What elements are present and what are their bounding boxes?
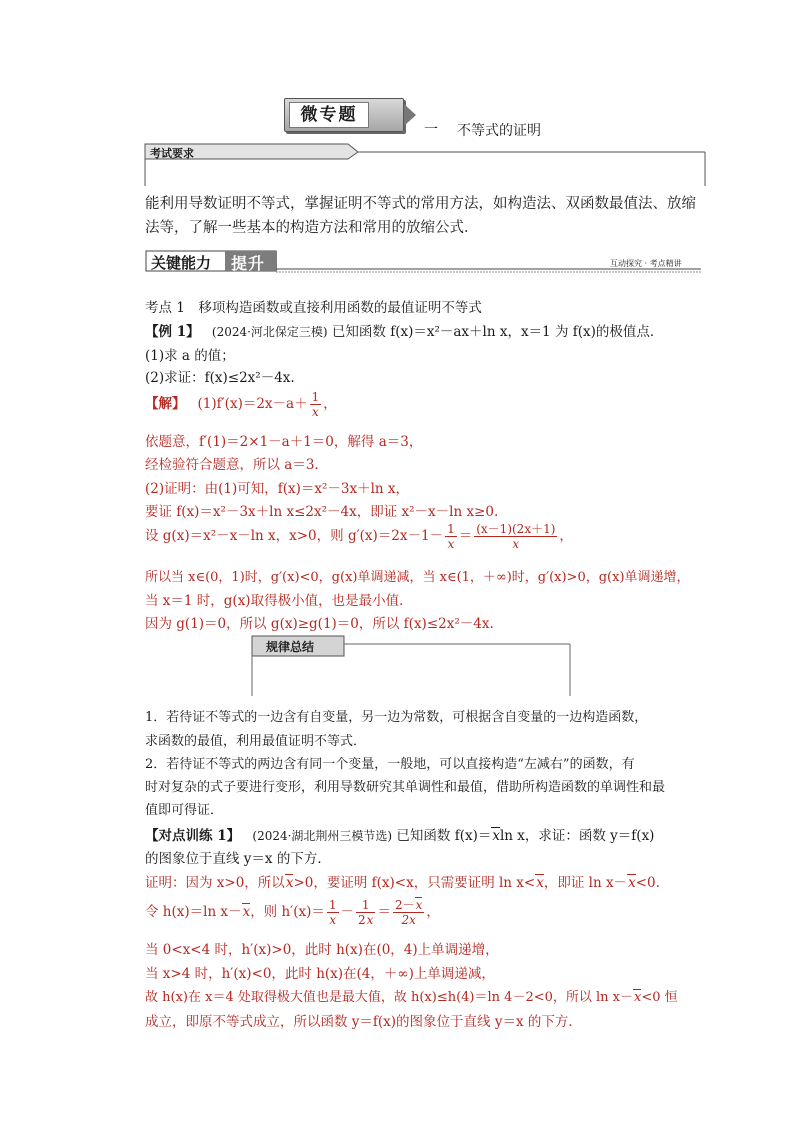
training-line-2: 令 h(x)＝ln x－x，则 h′(x)＝ $\frac{1}{x}$ － $\frac{1}{2x}$ ＝ $\frac{2-x}{2x}$ ， [145, 898, 440, 927]
section-title: 关键能力 [151, 254, 212, 272]
fraction-1-over-x-c: $\frac{1}{x}$ [328, 898, 337, 927]
topic-badge [284, 98, 404, 132]
example-1-tag: 【例 1】 [145, 324, 200, 340]
summary-p2-c: 值即可得证． [145, 803, 224, 818]
solution-line-1: 【解】 (1)f′(x)＝2x－a＋ $\frac{1}{x}$ ， [145, 390, 337, 419]
summary-tag: 规律总结 [266, 640, 315, 654]
solution-line-7: 所以当 x∈(0，1)时，g′(x)<0，g(x)单调递减，当 x∈(1，＋∞)时，g′(x)>0，g(x)单调递增， [145, 570, 690, 585]
summary-p2-a: 2．若待证不等式的两边含有同一个变量，一般地，可以直接构造“左减右”的函数，有 [145, 757, 635, 772]
fraction-1-over-2sqrtx: $\frac{1}{2x}$ [358, 898, 374, 927]
requirement-frame [143, 141, 708, 191]
requirement-line-2: 法等，了解一些基本的构造方法和常用的放缩公式． [145, 220, 479, 236]
topic-badge-label: 微专题 [289, 102, 369, 128]
training-line-3: 当 0<x<4 时，h′(x)>0，此时 h(x)在(0，4)上单调递增， [145, 942, 499, 958]
solution-line-6: 设 g(x)＝x²－x－ln x，x>0，则 g′(x)＝2x－1－ $\frac{1}{x}$ ＝ $\frac{(x-1)(2x+1)}{x}$ ， [145, 522, 573, 551]
solution-line-8: 当 x＝1 时，g(x)取得极小值，也是最小值． [145, 593, 413, 609]
solution-line-3: 经检验符合题意，所以 a＝3. [145, 457, 319, 473]
example-1-stem [145, 320, 663, 340]
fraction-gprime: $\frac{(x-1)(2x+1)}{x}$ [476, 522, 556, 551]
example-1-text: 已知函数 f(x)＝x²－ax＋ln x，x＝1 为 f(x)的极值点． [331, 324, 664, 340]
summary-p2-b: 时对复杂的式子要进行变形，利用导数研究其单调性和最值，借助所构造函数的单调性和最 [145, 780, 666, 795]
section-title-highlight: 提升 [231, 254, 266, 273]
example-1-source: (2024·河北保定三模) [211, 325, 328, 339]
training-line-1: 证明：因为 x>0，所以x>0，要证明 f(x)<x，只需要证明 ln x<x，即证 ln x－x<0. [145, 875, 660, 891]
example-1-q2: (2)求证：f(x)≤2x²－4x. [145, 370, 295, 386]
training-1-stem-2: 的图象位于直线 y＝x 的下方． [145, 851, 331, 867]
requirement-line-1: 能利用导数证明不等式，掌握证明不等式的常用方法，如构造法、双函数最值法、放缩 [145, 196, 696, 212]
training-1-source: (2024·湖北荆州三模节选) [252, 829, 393, 843]
training-line-5: 故 h(x)在 x＝4 处取得极大值也是最大值，故 h(x)≤h(4)＝ln 4－2<0，所以 ln x－x<0 恒 [145, 990, 678, 1005]
solution-line-4: (2)证明：由(1)可知，f(x)＝x²－3x＋ln x， [145, 481, 410, 497]
training-line-6: 成立，即原不等式成立，所以函数 y＝f(x)的图象位于直线 y＝x 的下方． [145, 1014, 582, 1030]
fraction-hprime: $\frac{2-x}{2x}$ [394, 898, 423, 927]
section-bar [145, 248, 703, 272]
header-number: 一 [424, 122, 438, 138]
fraction-1-over-x-b: $\frac{1}{x}$ [447, 522, 455, 551]
page-title: 不等式的证明 [457, 123, 541, 139]
example-1-q1: (1)求 a 的值； [145, 348, 235, 364]
banner-arrow-icon [404, 104, 416, 126]
section-subtitle: 互动探究 · 考点精讲 [610, 259, 682, 268]
solution-line-2: 依题意，f′(1)＝2×1－a＋1＝0，解得 a＝3， [145, 434, 423, 450]
solution-line-9: 因为 g(1)＝0，所以 g(x)≥g(1)＝0，所以 f(x)≤2x²－4x. [145, 616, 494, 632]
training-line-4: 当 x>4 时，h′(x)<0，此时 h(x)在(4，＋∞)上单调递减， [145, 966, 495, 982]
requirement-tag: 考试要求 [150, 147, 194, 160]
summary-p1-b: 求函数的最值，利用最值证明不等式． [145, 734, 367, 749]
training-1-stem: 【对点训练 1】 (2024·湖北荆州三模节选) 已知函数 f(x)＝xln x，求证：函数 y＝f(x) [145, 828, 655, 844]
summary-p1-a: 1．若待证不等式的一边含有自变量，另一边为常数，可根据含自变量的一边构造函数， [145, 710, 648, 725]
solution-line-5: 要证 f(x)＝x²－3x＋ln x≤2x²－4x，即证 x²－x－ln x≥0. [145, 504, 499, 520]
fraction-1-over-x: $\frac{1}{x}$ [311, 390, 320, 419]
kaodian-title: 考点 1 移项构造函数或直接利用函数的最值证明不等式 [145, 300, 482, 316]
solution-tag: 【解】 [145, 396, 186, 412]
training-1-tag: 【对点训练 1】 [145, 828, 241, 844]
